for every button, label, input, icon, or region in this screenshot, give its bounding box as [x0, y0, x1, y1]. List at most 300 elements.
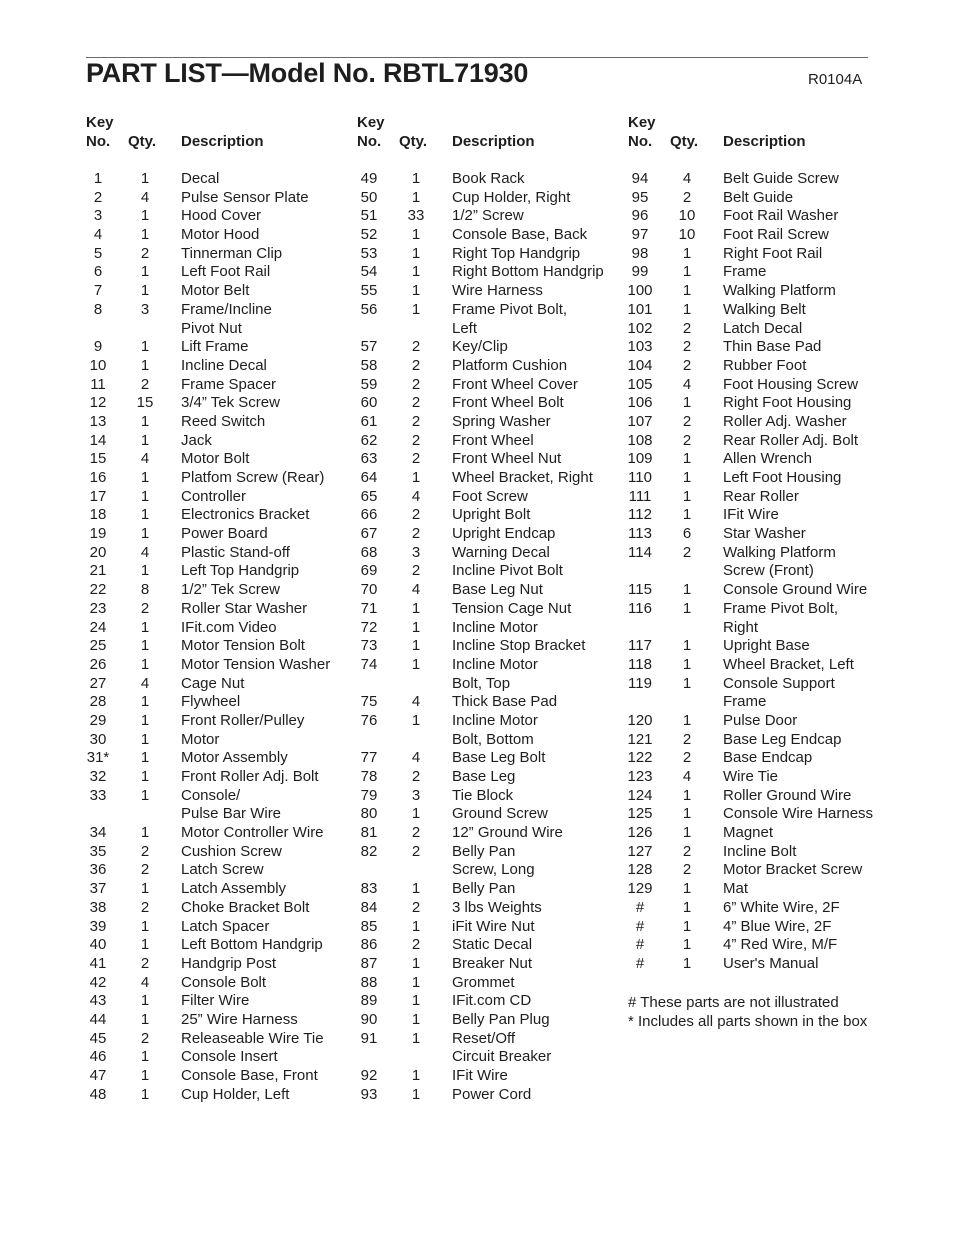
description-cell: Belly Pan: [452, 880, 516, 898]
table-row: [86, 282, 356, 301]
qty-cell: 2: [682, 861, 692, 879]
qty-cell: 2: [682, 356, 692, 374]
description-cell: Spring Washer: [452, 412, 551, 430]
qty-cell: 1: [411, 711, 421, 729]
description-cell: Screw (Front): [723, 562, 814, 580]
key-no-cell: 70: [360, 581, 378, 599]
key-no-cell: 122: [627, 749, 653, 767]
key-no-cell: 81: [360, 824, 378, 842]
qty-cell: 2: [682, 431, 692, 449]
table-row: [86, 880, 356, 899]
table-row: [86, 992, 356, 1011]
qty-cell: 1: [682, 711, 692, 729]
description-cell: Upright Endcap: [452, 525, 556, 543]
key-no-cell: 9: [93, 338, 103, 356]
table-row: [357, 581, 627, 600]
description-cell: Frame Pivot Bolt,: [452, 300, 568, 318]
description-cell: Incline Bolt: [723, 842, 797, 860]
description-cell: Latch Screw: [181, 861, 264, 879]
table-row: [357, 413, 627, 432]
footnotes: [628, 994, 878, 1031]
description-cell: Pulse Door: [723, 711, 798, 729]
key-no-cell: 100: [627, 282, 653, 300]
key-no-cell: 22: [89, 581, 107, 599]
qty-cell: 2: [411, 768, 421, 785]
key-no-cell: 107: [627, 412, 653, 430]
footnote-not-illustrated: # These parts are not illustrated: [628, 994, 839, 1011]
description-cell: Latch Spacer: [181, 917, 270, 935]
qty-cell: 1: [411, 954, 421, 972]
table-row: [357, 525, 627, 544]
qty-cell: 2: [682, 338, 692, 356]
key-no-cell: 31*: [86, 749, 110, 767]
qty-cell: 2: [411, 898, 421, 916]
table-row: [357, 675, 627, 694]
description-cell: 1/2” Screw: [452, 207, 524, 225]
table-row: [628, 301, 898, 320]
description-cell: Foot Rail Washer: [723, 207, 839, 225]
qty-cell: 1: [682, 394, 692, 412]
key-no-cell: 4: [93, 226, 103, 244]
qty-cell: 1: [411, 244, 421, 262]
description-cell: Reset/Off: [452, 1029, 516, 1047]
table-row: [86, 1048, 356, 1067]
table-row: [357, 394, 627, 413]
description-cell: Left: [452, 319, 478, 337]
key-no-cell: 6: [93, 263, 103, 281]
parts-column-3: [628, 114, 898, 1114]
description-cell: Roller Ground Wire: [723, 786, 852, 804]
key-no-cell: 45: [89, 1029, 107, 1047]
description-cell: Hood Cover: [181, 207, 262, 225]
description-cell: Cage Nut: [181, 674, 245, 692]
qty-cell: 2: [411, 375, 421, 393]
table-row: [628, 955, 898, 974]
description-cell: Incline Decal: [181, 356, 267, 374]
qty-cell: 2: [140, 1029, 150, 1047]
qty-cell: 1: [140, 655, 150, 673]
qty-cell: 2: [411, 338, 421, 356]
table-row: [86, 376, 356, 395]
description-cell: Incline Pivot Bolt: [452, 562, 563, 580]
description-cell: Upright Base: [723, 637, 810, 655]
description-cell: Incline Motor: [452, 655, 538, 673]
key-no-cell: 49: [360, 170, 378, 187]
table-row: [357, 469, 627, 488]
key-no-cell: 75: [360, 693, 378, 711]
table-row: [628, 413, 898, 432]
table-row: [357, 843, 627, 862]
key-no-cell: 109: [627, 450, 653, 468]
key-no-cell: 63: [360, 450, 378, 468]
qty-cell: 1: [411, 263, 421, 281]
key-no-cell: 42: [89, 973, 107, 991]
table-row: [86, 562, 356, 581]
description-cell: Frame/Incline: [181, 300, 272, 318]
table-row: [357, 619, 627, 638]
key-no-cell: 69: [360, 562, 378, 580]
table-row: [357, 600, 627, 619]
qty-cell: 1: [140, 487, 150, 505]
table-row: [86, 1011, 356, 1030]
qty-cell: 1: [140, 226, 150, 244]
qty-cell: 4: [682, 768, 692, 785]
qty-cell: 2: [411, 842, 421, 860]
qty-cell: 1: [140, 637, 150, 655]
table-row: [86, 693, 356, 712]
table-row: [86, 974, 356, 993]
key-no-cell: 32: [89, 768, 107, 785]
key-no-cell: 3: [93, 207, 103, 225]
key-no-cell: 38: [89, 898, 107, 916]
qty-cell: 15: [136, 394, 154, 412]
description-cell: Console Support: [723, 674, 835, 692]
description-cell: Front Wheel: [452, 431, 534, 449]
table-row: [628, 880, 898, 899]
table-row: [357, 506, 627, 525]
qty-cell: 1: [140, 469, 150, 486]
table-row: [357, 1086, 627, 1105]
table-row: [628, 170, 898, 189]
description-cell: Choke Bracket Bolt: [181, 898, 310, 916]
description-cell: Right Foot Rail: [723, 244, 823, 262]
key-no-cell: 8: [93, 300, 103, 318]
table-row: [357, 693, 627, 712]
table-row: [357, 301, 627, 320]
description-cell: Star Washer: [723, 525, 806, 543]
table-row: [357, 544, 627, 563]
description-cell: Key/Clip: [452, 338, 508, 356]
description-cell: Walking Platform: [723, 543, 836, 561]
key-no-cell: 99: [631, 263, 649, 281]
key-no-cell: 105: [627, 375, 653, 393]
description-cell: Magnet: [723, 824, 774, 842]
key-no-cell: 93: [360, 1085, 378, 1103]
qty-cell: 1: [411, 917, 421, 935]
description-cell: Belt Guide Screw: [723, 170, 839, 187]
description-cell: Belly Pan: [452, 842, 516, 860]
table-row: [86, 506, 356, 525]
description-cell: Thin Base Pad: [723, 338, 822, 356]
key-no-cell: 35: [89, 842, 107, 860]
qty-cell: 4: [682, 375, 692, 393]
table-row: [357, 357, 627, 376]
key-no-cell: 123: [627, 768, 653, 785]
description-cell: Upright Bolt: [452, 506, 531, 524]
table-row: [628, 263, 898, 282]
description-cell: 25” Wire Harness: [181, 1010, 298, 1028]
table-row: [357, 1067, 627, 1086]
key-no-cell: 129: [627, 880, 653, 898]
description-cell: Jack: [181, 431, 212, 449]
qty-cell: 1: [140, 992, 150, 1010]
table-row: [628, 899, 898, 918]
key-no-cell: 73: [360, 637, 378, 655]
column-header: [357, 114, 627, 154]
description-cell: Motor Belt: [181, 282, 250, 300]
description-cell: Base Leg Endcap: [723, 730, 842, 748]
key-no-cell: #: [635, 936, 645, 954]
qty-cell: 6: [682, 525, 692, 543]
qty-cell: 1: [411, 805, 421, 823]
table-row: [86, 637, 356, 656]
key-no-cell: 5: [93, 244, 103, 262]
qty-cell: 1: [682, 637, 692, 655]
table-row: [628, 749, 898, 768]
qty-cell: 1: [682, 581, 692, 599]
qty-cell: 2: [682, 749, 692, 767]
key-no-cell: 74: [360, 655, 378, 673]
key-no-cell: 94: [631, 170, 649, 187]
key-no-cell: 71: [360, 599, 378, 617]
key-no-cell: 23: [89, 599, 107, 617]
table-row: [86, 581, 356, 600]
qty-cell: 1: [140, 618, 150, 636]
qty-cell: 1: [682, 674, 692, 692]
table-row: [628, 488, 898, 507]
table-row: [86, 824, 356, 843]
description-cell: Motor: [181, 730, 220, 748]
description-cell: Screw, Long: [452, 861, 535, 879]
description-cell: Lift Frame: [181, 338, 249, 356]
qty-cell: 2: [682, 730, 692, 748]
qty-cell: 2: [411, 562, 421, 580]
table-row: [86, 432, 356, 451]
qty-cell: 2: [411, 431, 421, 449]
key-no-cell: 120: [627, 711, 653, 729]
description-cell: Tension Cage Nut: [452, 599, 572, 617]
description-cell: Foot Rail Screw: [723, 226, 829, 244]
key-no-cell: 87: [360, 954, 378, 972]
key-no-cell: 128: [627, 861, 653, 879]
description-cell: Wheel Bracket, Right: [452, 469, 593, 486]
header-description: Description: [723, 132, 806, 150]
key-no-cell: 50: [360, 188, 378, 206]
description-cell: Incline Stop Bracket: [452, 637, 586, 655]
table-row: [628, 376, 898, 395]
qty-cell: 1: [682, 244, 692, 262]
description-cell: Rubber Foot: [723, 356, 807, 374]
table-row: [628, 245, 898, 264]
table-row: [86, 263, 356, 282]
qty-cell: 33: [407, 207, 425, 225]
table-row: [628, 226, 898, 245]
qty-cell: 1: [682, 599, 692, 617]
table-row: [628, 936, 898, 955]
description-cell: Frame Spacer: [181, 375, 277, 393]
parts-column-1: [86, 114, 356, 1114]
qty-cell: 1: [411, 992, 421, 1010]
table-row: [86, 656, 356, 675]
key-no-cell: 95: [631, 188, 649, 206]
key-no-cell: 88: [360, 973, 378, 991]
description-cell: Latch Assembly: [181, 880, 287, 898]
table-row: [357, 861, 627, 880]
key-no-cell: 124: [627, 786, 653, 804]
qty-cell: 1: [411, 637, 421, 655]
key-no-cell: 58: [360, 356, 378, 374]
description-cell: Flywheel: [181, 693, 241, 711]
key-no-cell: 89: [360, 992, 378, 1010]
table-row: [628, 282, 898, 301]
key-no-cell: 59: [360, 375, 378, 393]
qty-cell: 1: [140, 1085, 150, 1103]
description-cell: Plastic Stand-off: [181, 543, 290, 561]
qty-cell: 2: [140, 599, 150, 617]
table-row: [86, 413, 356, 432]
parts-rows: [86, 170, 356, 1104]
description-cell: Wire Harness: [452, 282, 543, 300]
table-row: [628, 675, 898, 694]
qty-cell: 1: [140, 207, 150, 225]
qty-cell: 1: [140, 1010, 150, 1028]
description-cell: 3/4” Tek Screw: [181, 394, 280, 412]
table-row: [86, 320, 356, 339]
key-no-cell: 56: [360, 300, 378, 318]
table-row: [86, 675, 356, 694]
table-row: [86, 544, 356, 563]
qty-cell: 1: [140, 711, 150, 729]
description-cell: Cup Holder, Left: [181, 1085, 290, 1103]
description-cell: User's Manual: [723, 954, 819, 972]
qty-cell: 2: [140, 842, 150, 860]
description-cell: 4” Red Wire, M/F: [723, 936, 838, 954]
table-row: [86, 768, 356, 787]
description-cell: IFit.com Video: [181, 618, 277, 636]
description-cell: Front Wheel Nut: [452, 450, 562, 468]
description-cell: Power Board: [181, 525, 268, 543]
table-row: [86, 170, 356, 189]
description-cell: Right: [723, 618, 759, 636]
description-cell: Motor Assembly: [181, 749, 288, 767]
description-cell: Cup Holder, Right: [452, 188, 571, 206]
table-row: [86, 749, 356, 768]
qty-cell: 3: [411, 786, 421, 804]
table-row: [357, 562, 627, 581]
table-row: [628, 357, 898, 376]
key-no-cell: 64: [360, 469, 378, 486]
header-description: Description: [181, 132, 264, 150]
table-row: [357, 263, 627, 282]
key-no-cell: 12: [89, 394, 107, 412]
table-row: [357, 320, 627, 339]
key-no-cell: 13: [89, 412, 107, 430]
table-row: [357, 992, 627, 1011]
key-no-cell: 51: [360, 207, 378, 225]
key-no-cell: 65: [360, 487, 378, 505]
key-no-cell: 62: [360, 431, 378, 449]
qty-cell: 1: [411, 226, 421, 244]
reference-code: R0104A: [808, 71, 863, 88]
description-cell: 6” White Wire, 2F: [723, 898, 840, 916]
table-row: [86, 787, 356, 806]
description-cell: Foot Housing Screw: [723, 375, 859, 393]
description-cell: Tie Block: [452, 786, 514, 804]
table-row: [628, 805, 898, 824]
description-cell: Motor Tension Bolt: [181, 637, 305, 655]
qty-cell: 4: [140, 973, 150, 991]
key-no-cell: 44: [89, 1010, 107, 1028]
qty-cell: 1: [682, 487, 692, 505]
description-cell: Decal: [181, 170, 220, 187]
key-no-cell: 78: [360, 768, 378, 785]
qty-cell: 1: [682, 655, 692, 673]
key-no-cell: 72: [360, 618, 378, 636]
qty-cell: 1: [140, 824, 150, 842]
qty-cell: 2: [140, 954, 150, 972]
header-key-no: Key No.: [628, 114, 656, 150]
key-no-cell: 10: [89, 356, 107, 374]
qty-cell: 10: [678, 226, 696, 244]
table-row: [86, 712, 356, 731]
description-cell: Pivot Nut: [181, 319, 242, 337]
description-cell: Grommet: [452, 973, 515, 991]
description-cell: Incline Motor: [452, 711, 538, 729]
qty-cell: 1: [411, 300, 421, 318]
description-cell: IFit.com CD: [452, 992, 532, 1010]
qty-cell: 1: [140, 170, 150, 187]
qty-cell: 3: [140, 300, 150, 318]
key-no-cell: 2: [93, 188, 103, 206]
qty-cell: 1: [140, 693, 150, 711]
parts-column-2: [357, 114, 627, 1114]
qty-cell: 1: [682, 263, 692, 281]
table-row: [86, 469, 356, 488]
key-no-cell: 90: [360, 1010, 378, 1028]
qty-cell: 2: [411, 506, 421, 524]
description-cell: Releaseable Wire Tie: [181, 1029, 324, 1047]
key-no-cell: 54: [360, 263, 378, 281]
key-no-cell: 21: [89, 562, 107, 580]
key-no-cell: 33: [89, 786, 107, 804]
qty-cell: 1: [411, 282, 421, 300]
table-row: [628, 469, 898, 488]
table-row: [86, 301, 356, 320]
qty-cell: 8: [140, 581, 150, 599]
key-no-cell: 106: [627, 394, 653, 412]
table-row: [628, 787, 898, 806]
description-cell: Frame: [723, 693, 767, 711]
key-no-cell: 84: [360, 898, 378, 916]
description-cell: 4” Blue Wire, 2F: [723, 917, 832, 935]
description-cell: Bolt, Top: [452, 674, 511, 692]
key-no-cell: 24: [89, 618, 107, 636]
description-cell: Ground Screw: [452, 805, 548, 823]
table-row: [628, 394, 898, 413]
qty-cell: 2: [411, 936, 421, 954]
description-cell: iFit Wire Nut: [452, 917, 535, 935]
description-cell: Right Top Handgrip: [452, 244, 581, 262]
description-cell: Roller Adj. Washer: [723, 412, 847, 430]
description-cell: Foot Screw: [452, 487, 528, 505]
key-no-cell: 76: [360, 711, 378, 729]
qty-cell: 1: [411, 469, 421, 486]
description-cell: Console Insert: [181, 1048, 278, 1066]
key-no-cell: 92: [360, 1067, 378, 1084]
key-no-cell: 101: [627, 300, 653, 318]
table-row: [628, 320, 898, 339]
key-no-cell: 19: [89, 525, 107, 543]
qty-cell: 1: [411, 880, 421, 898]
table-row: [357, 805, 627, 824]
key-no-cell: 117: [628, 637, 652, 655]
key-no-cell: 110: [628, 469, 652, 486]
qty-cell: 1: [140, 412, 150, 430]
qty-cell: 2: [411, 356, 421, 374]
qty-cell: 1: [140, 768, 150, 785]
key-no-cell: 28: [89, 693, 107, 711]
key-no-cell: 80: [360, 805, 378, 823]
